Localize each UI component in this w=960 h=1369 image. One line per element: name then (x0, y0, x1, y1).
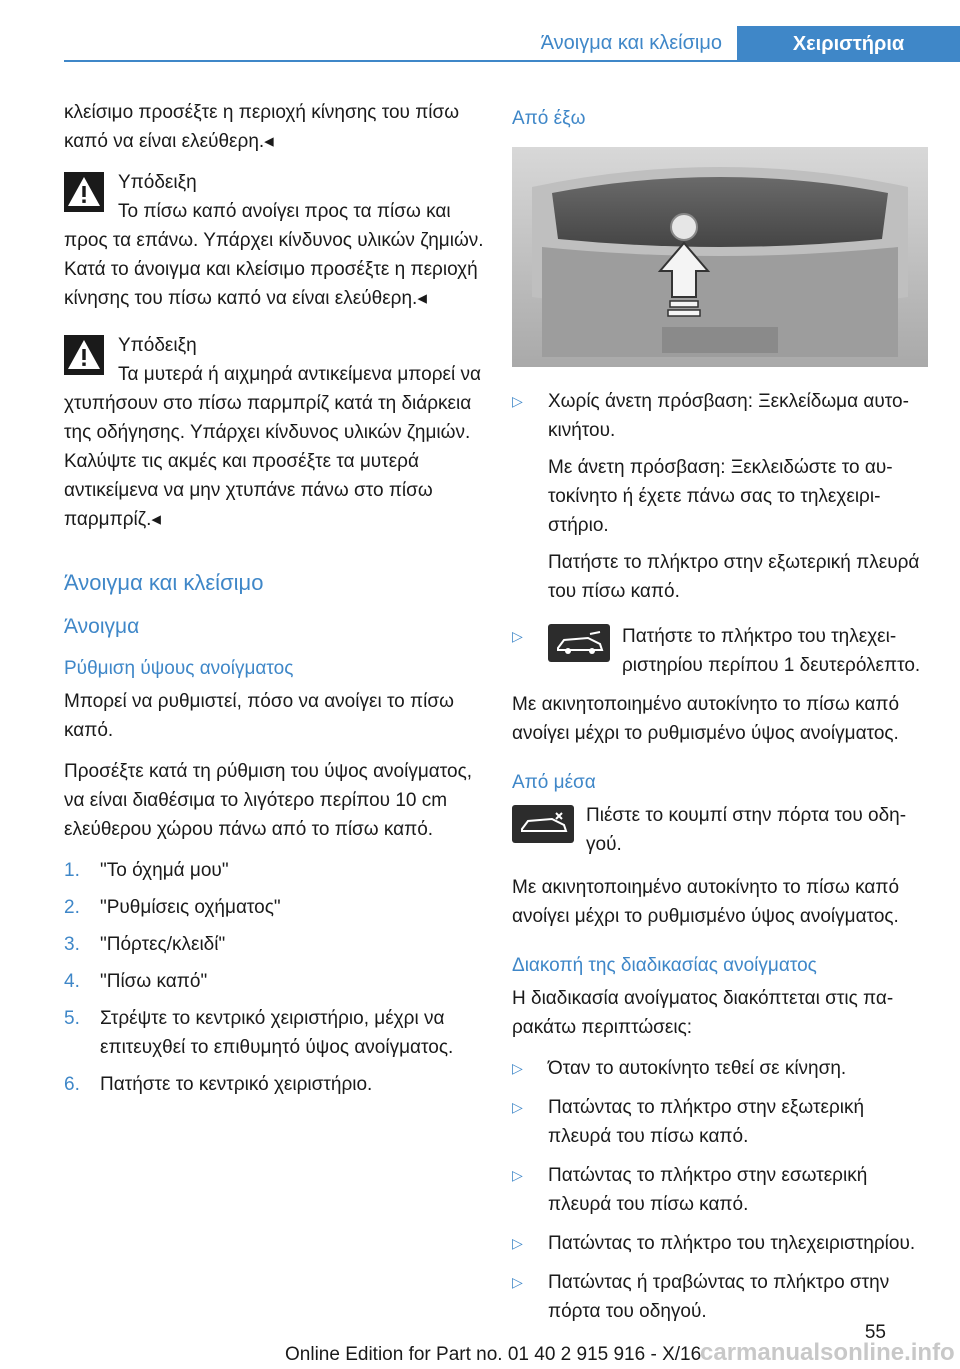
list-item (512, 622, 932, 680)
outside-list (512, 387, 932, 680)
tailgate-photo (512, 147, 928, 367)
list-item-text: Πατήστε το πλήκτρο στην εξωτερική πλευρά του πίσω καπό. (548, 552, 920, 602)
step-item (64, 1004, 484, 1062)
heading-open-close: Άνοιγμα και κλείσιμο (64, 570, 264, 595)
heading-from-outside: Από έξω (512, 108, 586, 129)
list-item-text: Πατήστε το πλήκτρο του τηλεχειριστηρίου περίπου 1 δευτερόλεπτο. (622, 626, 921, 676)
paragraph: Με ακινητοποιημένο αυτοκίνητο το πίσω καπό ανοίγει μέχρι το ρυθμισμένο ύψος ανοίγματος. (512, 694, 900, 744)
step-text: Στρέψτε το κεντρικό χειριστήριο, μέχρι να επιτευχθεί το επιθυμητό ύψος ανοίγματος. (100, 1008, 454, 1058)
list-item (512, 1229, 932, 1258)
online-edition-note: Online Edition for Part no. 01 40 2 915 916 - X/16 (285, 1344, 702, 1365)
left-column (64, 98, 484, 1107)
warning-block-1 (64, 168, 484, 313)
bullet-triangle-icon: ▷ (512, 1274, 523, 1290)
header-tab[interactable]: Χειριστήρια (737, 26, 960, 62)
door-tailgate-button-icon (512, 805, 574, 843)
warning-triangle-icon (64, 335, 104, 375)
paragraph: Μπορεί να ρυθμιστεί, πόσο να ανοίγει το πίσω καπό. (64, 691, 454, 741)
remote-key-tailgate-icon (548, 624, 610, 662)
paragraph: Η διαδικασία ανοίγματος διακόπτεται στις παρακάτω περιπτώσεις: (512, 988, 894, 1038)
step-item (64, 1070, 484, 1099)
list-item-text: Πατώντας το πλήκτρο στην εσωτερική πλευρά του πίσω καπό. (548, 1165, 868, 1215)
interrupt-list (512, 1054, 932, 1326)
heading-from-inside: Από μέσα (512, 772, 596, 793)
intro-paragraph: κλείσιμο προσέξτε η περιοχή κίνησης του πίσω καπό να είναι ελεύθερη.◂ (64, 102, 460, 152)
bullet-triangle-icon: ▷ (512, 1235, 523, 1251)
header-divider (64, 60, 960, 62)
heading-interrupt-opening: Διακοπή της διαδικασίας ανοίγματος (512, 955, 817, 976)
list-item-text: Πατώντας το πλήκτρο του τηλεχειριστηρίου. (548, 1233, 916, 1254)
bullet-triangle-icon: ▷ (512, 1060, 523, 1076)
watermark: carmanualsonline.info (700, 1339, 955, 1366)
step-text: Πατήστε το κεντρικό χειριστήριο. (100, 1074, 373, 1095)
steps-list (64, 856, 484, 1099)
list-item (512, 1054, 932, 1083)
list-item-text: Χωρίς άνετη πρόσβαση: Ξεκλείδωμα αυτοκινήτου. (548, 391, 909, 441)
step-number: 4. (64, 971, 80, 992)
warning-label: Υπόδειξη (118, 335, 197, 356)
list-item (512, 387, 932, 606)
warning-label: Υπόδειξη (118, 172, 197, 193)
list-item-text: Πατώντας ή τραβώντας το πλήκτρο στην πόρτα του οδηγού. (548, 1272, 890, 1322)
list-item-text: Πατώντας το πλήκτρο στην εξωτερική πλευρά του πίσω καπό. (548, 1097, 865, 1147)
step-number: 1. (64, 860, 80, 881)
step-text: "Ρυθμίσεις οχήματος" (100, 897, 281, 918)
right-column (512, 98, 932, 1336)
step-number: 3. (64, 934, 80, 955)
bullet-triangle-icon: ▷ (512, 628, 523, 644)
warning-text: Τα μυτερά ή αιχμηρά αντικείμενα μπορεί να χτυπήσουν στο πίσω παρμπρίζ κατά τη διάρκεια της οδήγησης. Υπάρχει κίνδυνος υλικών ζημιών. Καλύψτε τις ακμές και προσέξτε τα μυτερά αντικείμενα να μην χτυπάνε πάνω στο πίσω παρμπρίζ.◂ (64, 364, 481, 530)
step-number: 2. (64, 897, 80, 918)
bullet-triangle-icon: ▷ (512, 1167, 523, 1183)
bullet-triangle-icon: ▷ (512, 393, 523, 409)
heading-opening-height: Ρύθμιση ύψους ανοίγματος (64, 658, 294, 679)
inside-button-row (512, 801, 932, 859)
heading-open: Άνοιγμα (64, 615, 140, 638)
warning-triangle-icon (64, 172, 104, 212)
bullet-triangle-icon: ▷ (512, 1099, 523, 1115)
step-text: "Το όχημά μου" (100, 860, 229, 881)
step-item (64, 893, 484, 922)
step-text: "Πίσω καπό" (100, 971, 208, 992)
step-number: 5. (64, 1008, 80, 1029)
page-number: 55 (864, 1322, 886, 1343)
step-item (64, 967, 484, 996)
list-item-text: Με άνετη πρόσβαση: Ξεκλειδώστε το αυτοκίνητο ή έχετε πάνω σας το τηλεχειριστήριο. (548, 457, 893, 536)
paragraph: Προσέξτε κατά τη ρύθμιση του ύψος ανοίγματος, να είναι διαθέσιμα το λιγότερο περίπου 10 cm ελεύθερου χώρου πάνω από το πίσω καπό. (64, 761, 473, 840)
step-number: 6. (64, 1074, 80, 1095)
list-item-text: Όταν το αυτοκίνητο τεθεί σε κίνηση. (548, 1058, 847, 1079)
list-item (512, 1161, 932, 1219)
list-item (512, 1093, 932, 1151)
paragraph: Με ακινητοποιημένο αυτοκίνητο το πίσω καπό ανοίγει μέχρι το ρυθμισμένο ύψος ανοίγματος. (512, 877, 900, 927)
inside-instruction: Πιέστε το κουμπί στην πόρτα του οδηγού. (586, 805, 907, 855)
step-item (64, 856, 484, 885)
logo-badge-icon (671, 214, 697, 240)
warning-block-2 (64, 331, 484, 534)
warning-text: Το πίσω καπό ανοίγει προς τα πίσω και προς τα επάνω. Υπάρχει κίνδυνος υλικών ζημιών. Κατά το άνοιγμα και κλείσιμο προσέξτε η περιοχή κίνησης του πίσω καπό να είναι ελεύθερη.◂ (64, 201, 484, 309)
step-text: "Πόρτες/κλειδί" (100, 934, 226, 955)
step-item (64, 930, 484, 959)
header-section-title: Άνοιγμα και κλείσιμο (540, 32, 722, 54)
